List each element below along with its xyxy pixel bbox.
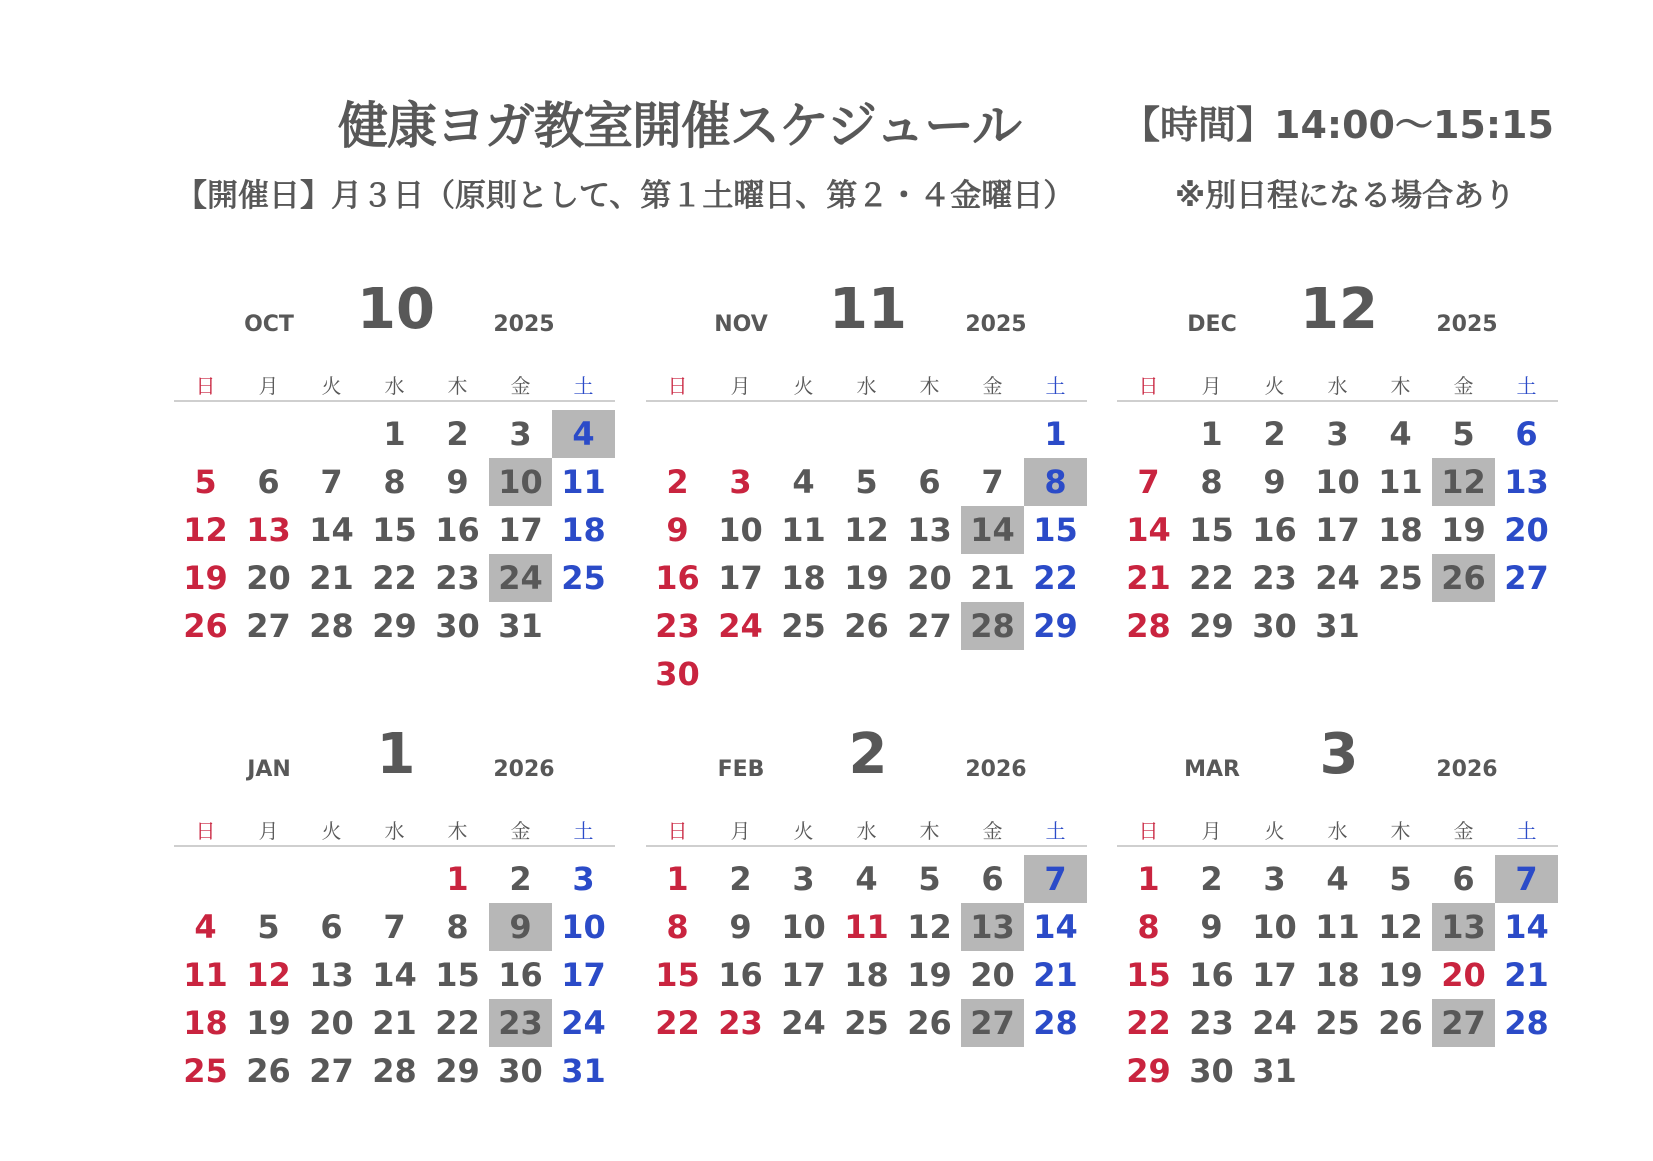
weekday-label: 水 — [856, 819, 877, 843]
schedule-note: ※別日程になる場合あり — [1175, 178, 1516, 214]
calendar-day: 2 — [1200, 860, 1223, 898]
calendar-day: 16 — [1189, 956, 1234, 994]
calendar-day: 10 — [781, 908, 826, 946]
month-abbr: DEC — [1187, 312, 1237, 337]
calendar-day: 5 — [855, 463, 878, 501]
calendar-day: 17 — [1252, 956, 1297, 994]
calendar-day: 29 — [1126, 1052, 1171, 1090]
calendar-day: 30 — [1252, 607, 1297, 645]
calendar-day: 10 — [561, 908, 606, 946]
calendar-day: 18 — [1378, 511, 1423, 549]
month-year: 2025 — [493, 312, 555, 337]
calendar-day: 14 — [372, 956, 417, 994]
calendar-day: 21 — [309, 559, 354, 597]
calendar-day: 3 — [1263, 860, 1286, 898]
calendar-day: 9 — [1263, 463, 1286, 501]
calendar-day: 3 — [729, 463, 752, 501]
calendar-day: 31 — [561, 1052, 606, 1090]
calendar-day: 7 — [320, 463, 343, 501]
calendar-day: 11 — [1315, 908, 1360, 946]
event-day: 7 — [1495, 855, 1558, 903]
calendar-day: 9 — [729, 908, 752, 946]
calendar-day: 9 — [1200, 908, 1223, 946]
weekday-header — [174, 370, 615, 400]
calendar-day: 17 — [718, 559, 763, 597]
calendar-day: 14 — [309, 511, 354, 549]
weekday-header — [1117, 815, 1558, 845]
calendar-day: 18 — [844, 956, 889, 994]
calendar-day: 22 — [1126, 1004, 1171, 1042]
calendar-day: 25 — [183, 1052, 228, 1090]
calendar-day: 27 — [1504, 559, 1549, 597]
calendar-day: 30 — [498, 1052, 543, 1090]
calendar-day: 21 — [1033, 956, 1078, 994]
event-day: 24 — [489, 554, 552, 602]
weekday-label: 土 — [573, 374, 594, 398]
calendar-day: 1 — [1137, 860, 1160, 898]
calendar-day: 10 — [1315, 463, 1360, 501]
calendar-day: 23 — [1252, 559, 1297, 597]
calendar-day: 17 — [1315, 511, 1360, 549]
calendar-day: 16 — [718, 956, 763, 994]
calendar-day: 12 — [844, 511, 889, 549]
month-number: 1 — [376, 722, 416, 787]
event-day: 9 — [489, 903, 552, 951]
calendar-day: 26 — [907, 1004, 952, 1042]
weekday-label: 木 — [919, 819, 940, 843]
weekday-label: 月 — [730, 374, 751, 398]
weekday-label: 火 — [1264, 819, 1285, 843]
calendar-day: 3 — [572, 860, 595, 898]
calendar-day: 1 — [1200, 415, 1223, 453]
calendar-day: 29 — [1189, 607, 1234, 645]
calendar-day: 26 — [246, 1052, 291, 1090]
calendar-day: 29 — [1033, 607, 1078, 645]
weekday-label: 火 — [321, 374, 342, 398]
month-number: 11 — [829, 277, 907, 342]
calendar-day: 5 — [1452, 415, 1475, 453]
calendar-day: 26 — [844, 607, 889, 645]
calendar-day: 15 — [1033, 511, 1078, 549]
weekday-label: 土 — [1045, 374, 1066, 398]
weekday-label: 土 — [1516, 374, 1537, 398]
weekday-label: 金 — [982, 819, 1003, 843]
calendar-day: 22 — [1033, 559, 1078, 597]
calendar-day: 19 — [844, 559, 889, 597]
calendar-day: 15 — [1126, 956, 1171, 994]
calendar-day: 20 — [246, 559, 291, 597]
calendar-day: 27 — [309, 1052, 354, 1090]
calendar-day: 1 — [1044, 415, 1067, 453]
month-abbr: NOV — [714, 312, 768, 337]
weekday-label: 日 — [1138, 819, 1159, 843]
weekday-label: 月 — [258, 819, 279, 843]
day-grid — [1117, 410, 1558, 700]
event-day: 4 — [552, 410, 615, 458]
calendar-day: 20 — [1441, 956, 1486, 994]
calendar-day: 3 — [1326, 415, 1349, 453]
weekday-label: 水 — [856, 374, 877, 398]
weekday-label: 月 — [730, 819, 751, 843]
calendar-day: 16 — [1252, 511, 1297, 549]
calendar-day: 22 — [435, 1004, 480, 1042]
calendar-day: 18 — [561, 511, 606, 549]
calendar-day: 27 — [246, 607, 291, 645]
calendar-day: 23 — [1189, 1004, 1234, 1042]
calendar-day: 4 — [194, 908, 217, 946]
calendar-day: 28 — [1126, 607, 1171, 645]
calendar-day: 25 — [781, 607, 826, 645]
calendar-day: 6 — [1452, 860, 1475, 898]
weekday-label: 金 — [510, 819, 531, 843]
calendar-day: 6 — [981, 860, 1004, 898]
calendar-day: 2 — [446, 415, 469, 453]
weekday-label: 火 — [793, 374, 814, 398]
month-year: 2026 — [965, 757, 1027, 782]
calendar-day: 21 — [372, 1004, 417, 1042]
calendar-day: 23 — [655, 607, 700, 645]
calendar-day: 4 — [1326, 860, 1349, 898]
weekday-header — [646, 815, 1087, 845]
calendar-day: 31 — [1315, 607, 1360, 645]
calendar-day: 15 — [655, 956, 700, 994]
weekday-label: 土 — [573, 819, 594, 843]
calendar-day: 25 — [1315, 1004, 1360, 1042]
calendar-day: 11 — [561, 463, 606, 501]
calendar-day: 5 — [194, 463, 217, 501]
calendar-day: 22 — [655, 1004, 700, 1042]
calendar-day: 4 — [792, 463, 815, 501]
weekday-label: 水 — [1327, 819, 1348, 843]
weekday-label: 日 — [667, 374, 688, 398]
calendar-day: 20 — [907, 559, 952, 597]
weekday-label: 日 — [667, 819, 688, 843]
calendar-day: 10 — [1252, 908, 1297, 946]
weekday-label: 月 — [1201, 819, 1222, 843]
schedule-subtitle: 【開催日】月３日（原則として、第１土曜日、第２・４金曜日） — [176, 178, 1075, 214]
weekday-label: 土 — [1516, 819, 1537, 843]
calendar-day: 15 — [372, 511, 417, 549]
calendar-day: 8 — [446, 908, 469, 946]
calendar-day: 7 — [383, 908, 406, 946]
event-day: 7 — [1024, 855, 1087, 903]
calendar-day: 21 — [1504, 956, 1549, 994]
calendar-day: 11 — [183, 956, 228, 994]
calendar-day: 27 — [907, 607, 952, 645]
calendar-day: 31 — [1252, 1052, 1297, 1090]
day-grid — [1117, 855, 1558, 1145]
month-calendar-feb — [646, 722, 1087, 1127]
calendar-day: 12 — [1378, 908, 1423, 946]
calendar-day: 20 — [1504, 511, 1549, 549]
calendar-day: 30 — [1189, 1052, 1234, 1090]
calendar-day: 16 — [498, 956, 543, 994]
event-day: 27 — [1432, 999, 1495, 1047]
divider — [646, 400, 1087, 402]
event-day: 12 — [1432, 458, 1495, 506]
calendar-day: 11 — [781, 511, 826, 549]
weekday-label: 木 — [1390, 819, 1411, 843]
weekday-header — [1117, 370, 1558, 400]
weekday-label: 月 — [1201, 374, 1222, 398]
calendar-day: 1 — [446, 860, 469, 898]
calendar-day: 6 — [257, 463, 280, 501]
calendar-day: 18 — [781, 559, 826, 597]
calendar-day: 5 — [1389, 860, 1412, 898]
calendar-day: 11 — [1378, 463, 1423, 501]
weekday-label: 日 — [195, 374, 216, 398]
calendar-day: 29 — [372, 607, 417, 645]
month-abbr: MAR — [1184, 757, 1240, 782]
divider — [1117, 400, 1558, 402]
event-day: 27 — [961, 999, 1024, 1047]
event-day: 13 — [1432, 903, 1495, 951]
month-year: 2026 — [1436, 757, 1498, 782]
weekday-label: 月 — [258, 374, 279, 398]
calendar-day: 26 — [183, 607, 228, 645]
weekday-label: 金 — [982, 374, 1003, 398]
weekday-label: 水 — [384, 819, 405, 843]
calendar-day: 17 — [781, 956, 826, 994]
month-year: 2025 — [965, 312, 1027, 337]
calendar-day: 3 — [509, 415, 532, 453]
event-day: 10 — [489, 458, 552, 506]
weekday-label: 火 — [321, 819, 342, 843]
weekday-header — [174, 815, 615, 845]
calendar-day: 16 — [435, 511, 480, 549]
calendar-day: 24 — [561, 1004, 606, 1042]
calendar-day: 26 — [1378, 1004, 1423, 1042]
calendar-day: 13 — [246, 511, 291, 549]
calendar-day: 7 — [981, 463, 1004, 501]
weekday-label: 木 — [447, 374, 468, 398]
calendar-day: 24 — [1315, 559, 1360, 597]
calendar-day: 12 — [246, 956, 291, 994]
weekday-label: 金 — [510, 374, 531, 398]
month-calendar-oct — [174, 277, 615, 682]
calendar-day: 15 — [435, 956, 480, 994]
calendar-day: 1 — [383, 415, 406, 453]
weekday-label: 木 — [919, 374, 940, 398]
weekday-label: 金 — [1453, 819, 1474, 843]
day-grid — [646, 410, 1087, 700]
calendar-day: 5 — [257, 908, 280, 946]
calendar-day: 28 — [372, 1052, 417, 1090]
calendar-day: 4 — [855, 860, 878, 898]
calendar-day: 19 — [183, 559, 228, 597]
calendar-day: 25 — [844, 1004, 889, 1042]
calendar-day: 15 — [1189, 511, 1234, 549]
event-day: 14 — [961, 506, 1024, 554]
day-grid — [174, 855, 615, 1145]
month-year: 2025 — [1436, 312, 1498, 337]
calendar-day: 24 — [718, 607, 763, 645]
calendar-day: 8 — [666, 908, 689, 946]
calendar-day: 30 — [435, 607, 480, 645]
calendar-day: 12 — [183, 511, 228, 549]
calendar-day: 14 — [1504, 908, 1549, 946]
calendar-day: 28 — [1504, 1004, 1549, 1042]
month-number: 10 — [357, 277, 435, 342]
weekday-label: 土 — [1045, 819, 1066, 843]
time-info: 【時間】14:00～15:15 — [1122, 103, 1554, 147]
month-number: 2 — [848, 722, 888, 787]
calendar-day: 23 — [718, 1004, 763, 1042]
weekday-label: 日 — [1138, 374, 1159, 398]
calendar-day: 7 — [1137, 463, 1160, 501]
month-number: 12 — [1300, 277, 1378, 342]
event-day: 13 — [961, 903, 1024, 951]
calendar-day: 6 — [1515, 415, 1538, 453]
calendar-day: 20 — [970, 956, 1015, 994]
calendar-day: 16 — [655, 559, 700, 597]
calendar-day: 13 — [907, 511, 952, 549]
weekday-header — [646, 370, 1087, 400]
month-calendar-nov — [646, 277, 1087, 693]
event-day: 23 — [489, 999, 552, 1047]
calendar-day: 13 — [1504, 463, 1549, 501]
divider — [174, 845, 615, 847]
calendar-day: 14 — [1033, 908, 1078, 946]
calendar-day: 2 — [1263, 415, 1286, 453]
event-day: 26 — [1432, 554, 1495, 602]
calendar-day: 20 — [309, 1004, 354, 1042]
month-calendar-jan — [174, 722, 615, 1127]
calendar-day: 6 — [918, 463, 941, 501]
weekday-label: 火 — [1264, 374, 1285, 398]
calendar-day: 19 — [246, 1004, 291, 1042]
calendar-day: 5 — [918, 860, 941, 898]
month-year: 2026 — [493, 757, 555, 782]
weekday-label: 木 — [447, 819, 468, 843]
calendar-day: 28 — [309, 607, 354, 645]
weekday-label: 金 — [1453, 374, 1474, 398]
calendar-day: 24 — [781, 1004, 826, 1042]
calendar-day: 22 — [372, 559, 417, 597]
calendar-day: 10 — [718, 511, 763, 549]
day-grid — [174, 410, 615, 700]
calendar-day: 6 — [320, 908, 343, 946]
divider — [1117, 845, 1558, 847]
calendar-day: 2 — [509, 860, 532, 898]
calendar-day: 18 — [1315, 956, 1360, 994]
calendar-day: 30 — [655, 655, 700, 693]
calendar-day: 9 — [446, 463, 469, 501]
calendar-day: 28 — [1033, 1004, 1078, 1042]
calendar-day: 23 — [435, 559, 480, 597]
month-calendar-mar — [1117, 722, 1558, 1127]
calendar-day: 2 — [666, 463, 689, 501]
calendar-day: 25 — [1378, 559, 1423, 597]
calendar-day: 22 — [1189, 559, 1234, 597]
calendar-day: 17 — [561, 956, 606, 994]
calendar-day: 2 — [729, 860, 752, 898]
calendar-day: 21 — [970, 559, 1015, 597]
calendar-day: 19 — [1441, 511, 1486, 549]
weekday-label: 日 — [195, 819, 216, 843]
calendar-day: 8 — [383, 463, 406, 501]
weekday-label: 水 — [1327, 374, 1348, 398]
event-day: 28 — [961, 602, 1024, 650]
weekday-label: 水 — [384, 374, 405, 398]
calendar-day: 4 — [1389, 415, 1412, 453]
calendar-day: 11 — [844, 908, 889, 946]
calendar-day: 17 — [498, 511, 543, 549]
weekday-label: 火 — [793, 819, 814, 843]
calendar-day: 3 — [792, 860, 815, 898]
calendar-day: 1 — [666, 860, 689, 898]
month-number: 3 — [1319, 722, 1359, 787]
weekday-label: 木 — [1390, 374, 1411, 398]
calendar-day: 21 — [1126, 559, 1171, 597]
calendar-day: 18 — [183, 1004, 228, 1042]
calendar-day: 19 — [1378, 956, 1423, 994]
calendar-day: 14 — [1126, 511, 1171, 549]
divider — [646, 845, 1087, 847]
calendar-day: 19 — [907, 956, 952, 994]
event-day: 8 — [1024, 458, 1087, 506]
calendar-day: 13 — [309, 956, 354, 994]
calendar-day: 24 — [1252, 1004, 1297, 1042]
month-abbr: OCT — [244, 312, 294, 337]
calendar-day: 8 — [1137, 908, 1160, 946]
day-grid — [646, 855, 1087, 1145]
divider — [174, 400, 615, 402]
calendar-day: 31 — [498, 607, 543, 645]
calendar-day: 29 — [435, 1052, 480, 1090]
calendar-day: 9 — [666, 511, 689, 549]
month-abbr: FEB — [717, 757, 765, 782]
page-title: 健康ヨガ教室開催スケジュール — [338, 97, 1021, 155]
calendar-day: 8 — [1200, 463, 1223, 501]
month-abbr: JAN — [247, 757, 291, 782]
calendar-day: 12 — [907, 908, 952, 946]
calendar-day: 25 — [561, 559, 606, 597]
month-calendar-dec — [1117, 277, 1558, 682]
